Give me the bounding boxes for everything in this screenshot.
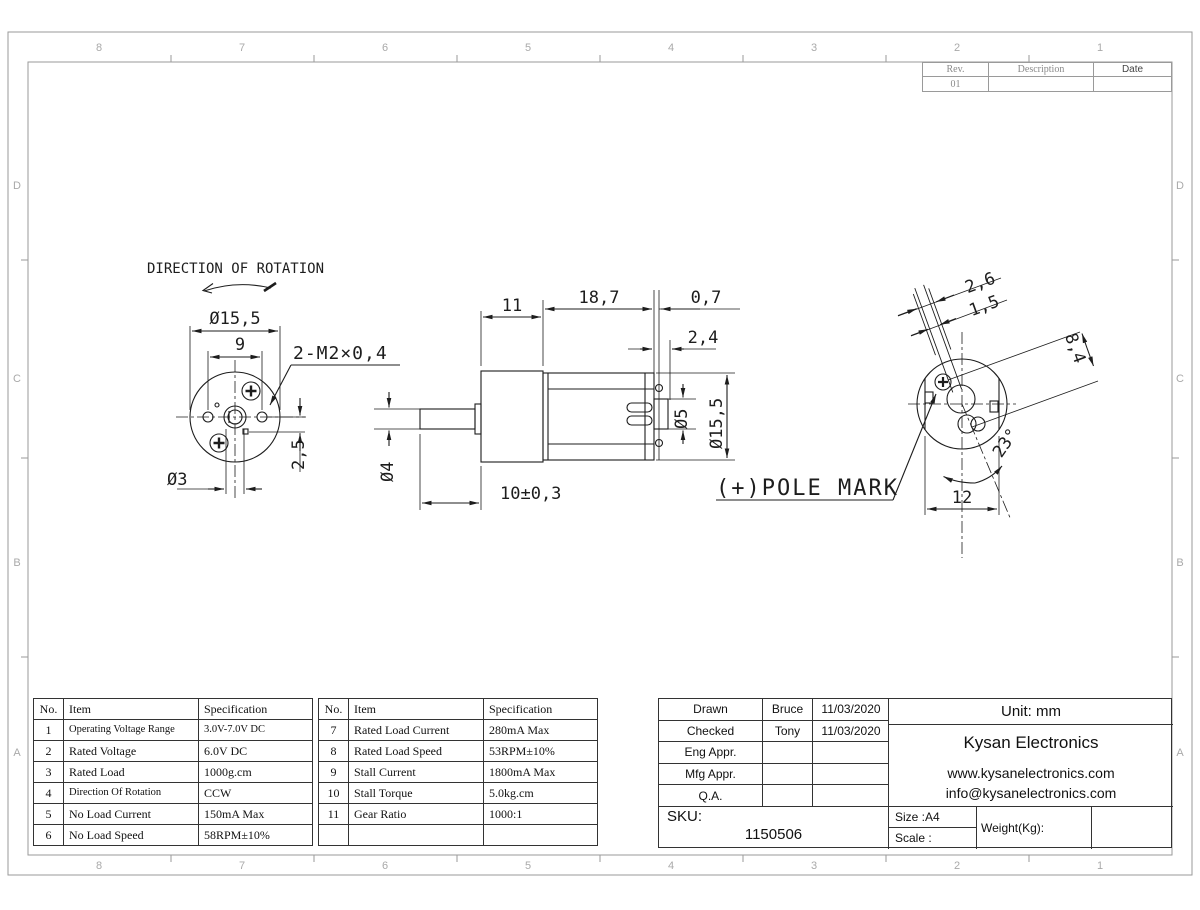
spec-row-no: 1 (34, 720, 64, 741)
dim-rear-slot-outer: 2,6 (962, 268, 999, 298)
company-name: Kysan Electronics (963, 733, 1099, 752)
spec-row-value: 5.0kg.cm (484, 783, 598, 804)
spec-row-item: Rated Load Speed (349, 741, 484, 762)
spec-row-value: 1000g.cm (199, 762, 313, 783)
revision-header: Description (989, 63, 1094, 77)
approval-role: Q.A. (659, 785, 763, 807)
spec-row-item: Stall Current (349, 762, 484, 783)
spec-row-value (484, 825, 598, 846)
zone-row-left: D (13, 180, 21, 192)
spec-row-value: 53RPM±10% (484, 741, 598, 762)
spec-row-item: Direction Of Rotation (64, 783, 199, 804)
zone-col-top: 6 (381, 42, 389, 54)
approval-date (813, 764, 889, 786)
sku-cell (659, 807, 889, 849)
pole-mark-label: (+)POLE MARK (716, 476, 899, 501)
spec-row-no (319, 825, 349, 846)
zone-col-top: 8 (95, 42, 103, 54)
column-header: Item (349, 699, 484, 720)
weight-label: Weight(Kg): (976, 807, 1091, 849)
zone-row-left: C (13, 373, 21, 385)
zone-row-right: A (1176, 747, 1184, 759)
approval-name (763, 785, 813, 807)
dim-side-terminal-thickness: 0,7 (690, 288, 722, 308)
zone-col-bottom: 2 (953, 860, 961, 872)
spec-row-no: 3 (34, 762, 64, 783)
approval-name: Tony (763, 721, 813, 743)
zone-row-right: B (1176, 557, 1184, 569)
spec-row-value: 150mA Max (199, 804, 313, 825)
company-website: www.kysanelectronics.com (947, 765, 1115, 781)
zone-col-top: 1 (1096, 42, 1104, 54)
revision-header: Date (1094, 63, 1171, 77)
dim-side-motor-length: 18,7 (578, 288, 620, 308)
spec-row-item: Stall Torque (349, 783, 484, 804)
zone-col-bottom: 1 (1096, 860, 1104, 872)
column-header: No. (319, 699, 349, 720)
column-header: No. (34, 699, 64, 720)
dim-side-shaft-length: 10±0,3 (500, 484, 562, 504)
sheet-size: Size :A4 (889, 807, 976, 828)
approval-name: Bruce (763, 699, 813, 721)
dim-rear-tilt-angle: 23° (988, 424, 1023, 462)
spec-row-no: 10 (319, 783, 349, 804)
front-view (147, 261, 400, 500)
spec-row-value: CCW (199, 783, 313, 804)
dim-front-shaft-dia: Ø3 (167, 470, 188, 490)
dim-rear-flat-width: 12 (951, 488, 973, 508)
spec-row-item: Rated Voltage (64, 741, 199, 762)
spec-row-item: No Load Current (64, 804, 199, 825)
spec-row-no: 7 (319, 720, 349, 741)
dim-side-gearbox-length: 11 (501, 296, 523, 316)
zone-col-bottom: 6 (381, 860, 389, 872)
dim-side-boss-length: 2,4 (687, 328, 719, 348)
dim-side-body-dia: Ø15,5 (707, 397, 727, 449)
approval-date: 11/03/2020 (813, 721, 889, 743)
direction-of-rotation-label: DIRECTION OF ROTATION (147, 261, 325, 277)
zone-col-bottom: 3 (810, 860, 818, 872)
dim-front-outer-dia: Ø15,5 (209, 309, 261, 329)
zone-col-top: 3 (810, 42, 818, 54)
spec-row-item: Rated Load (64, 762, 199, 783)
rear-view (716, 269, 1098, 558)
approval-role: Eng Appr. (659, 742, 763, 764)
spec-row-no: 11 (319, 804, 349, 825)
zone-col-bottom: 5 (524, 860, 532, 872)
revision-header: Rev. (923, 63, 989, 77)
spec-row-value: 3.0V-7.0V DC (199, 720, 313, 741)
title-block (658, 698, 1172, 848)
zone-col-top: 4 (667, 42, 675, 54)
spec-row-value: 1800mA Max (484, 762, 598, 783)
approvals-table (659, 699, 889, 807)
spec-row-no: 6 (34, 825, 64, 846)
dim-front-hole-spacing: 9 (234, 335, 246, 355)
revision-cell (1094, 77, 1171, 91)
dim-rear-slot-inner: 1,5 (966, 291, 1003, 321)
dim-side-boss-dia: Ø5 (672, 408, 692, 429)
company-email: info@kysanelectronics.com (945, 785, 1117, 801)
unit-note: Unit: mm (889, 699, 1173, 725)
approval-role: Mfg Appr. (659, 764, 763, 786)
column-header: Specification (199, 699, 313, 720)
zone-row-left: A (13, 747, 21, 759)
zone-row-right: C (1176, 373, 1184, 385)
spec-table-left (33, 698, 313, 846)
approval-date (813, 785, 889, 807)
approval-name (763, 742, 813, 764)
approval-date (813, 742, 889, 764)
zone-col-bottom: 8 (95, 860, 103, 872)
spec-row-value: 1000:1 (484, 804, 598, 825)
dim-front-hole-offset: 2,5 (289, 439, 309, 470)
revision-cell: 01 (923, 77, 989, 91)
spec-row-no: 9 (319, 762, 349, 783)
spec-row-no: 5 (34, 804, 64, 825)
spec-row-no: 2 (34, 741, 64, 762)
approval-role: Drawn (659, 699, 763, 721)
approval-role: Checked (659, 721, 763, 743)
column-header: Item (64, 699, 199, 720)
spec-row-value: 58RPM±10% (199, 825, 313, 846)
zone-col-bottom: 7 (238, 860, 246, 872)
revision-table (922, 62, 1172, 92)
spec-row-no: 8 (319, 741, 349, 762)
zone-row-right: D (1176, 180, 1184, 192)
zone-col-top: 2 (953, 42, 961, 54)
screw-spec-label: 2-M2×0,4 (293, 343, 388, 364)
side-view (374, 288, 740, 510)
sku-value: 1150506 (744, 826, 803, 843)
zone-col-top: 5 (524, 42, 532, 54)
approval-date: 11/03/2020 (813, 699, 889, 721)
column-header: Specification (484, 699, 598, 720)
spec-row-item (349, 825, 484, 846)
blank-cell (1091, 807, 1173, 849)
spec-table-right (318, 698, 598, 846)
spec-row-value: 6.0V DC (199, 741, 313, 762)
spec-row-value: 280mA Max (484, 720, 598, 741)
spec-row-item: No Load Speed (64, 825, 199, 846)
ccw-arrow-arc (204, 285, 271, 291)
approval-name (763, 764, 813, 786)
revision-cell (989, 77, 1094, 91)
spec-row-no: 4 (34, 783, 64, 804)
company-cell (889, 725, 1173, 807)
spec-row-item: Operating Voltage Range (64, 720, 199, 741)
sheet-scale: Scale : (895, 831, 932, 845)
zone-col-bottom: 4 (667, 860, 675, 872)
zone-row-left: B (13, 557, 21, 569)
spec-row-item: Gear Ratio (349, 804, 484, 825)
spec-row-item: Rated Load Current (349, 720, 484, 741)
dim-side-shaft-dia: Ø4 (378, 461, 398, 482)
zone-col-top: 7 (238, 42, 246, 54)
sku-label: SKU: (667, 808, 703, 825)
dim-rear-boss-width: 8,4 (1060, 330, 1090, 367)
